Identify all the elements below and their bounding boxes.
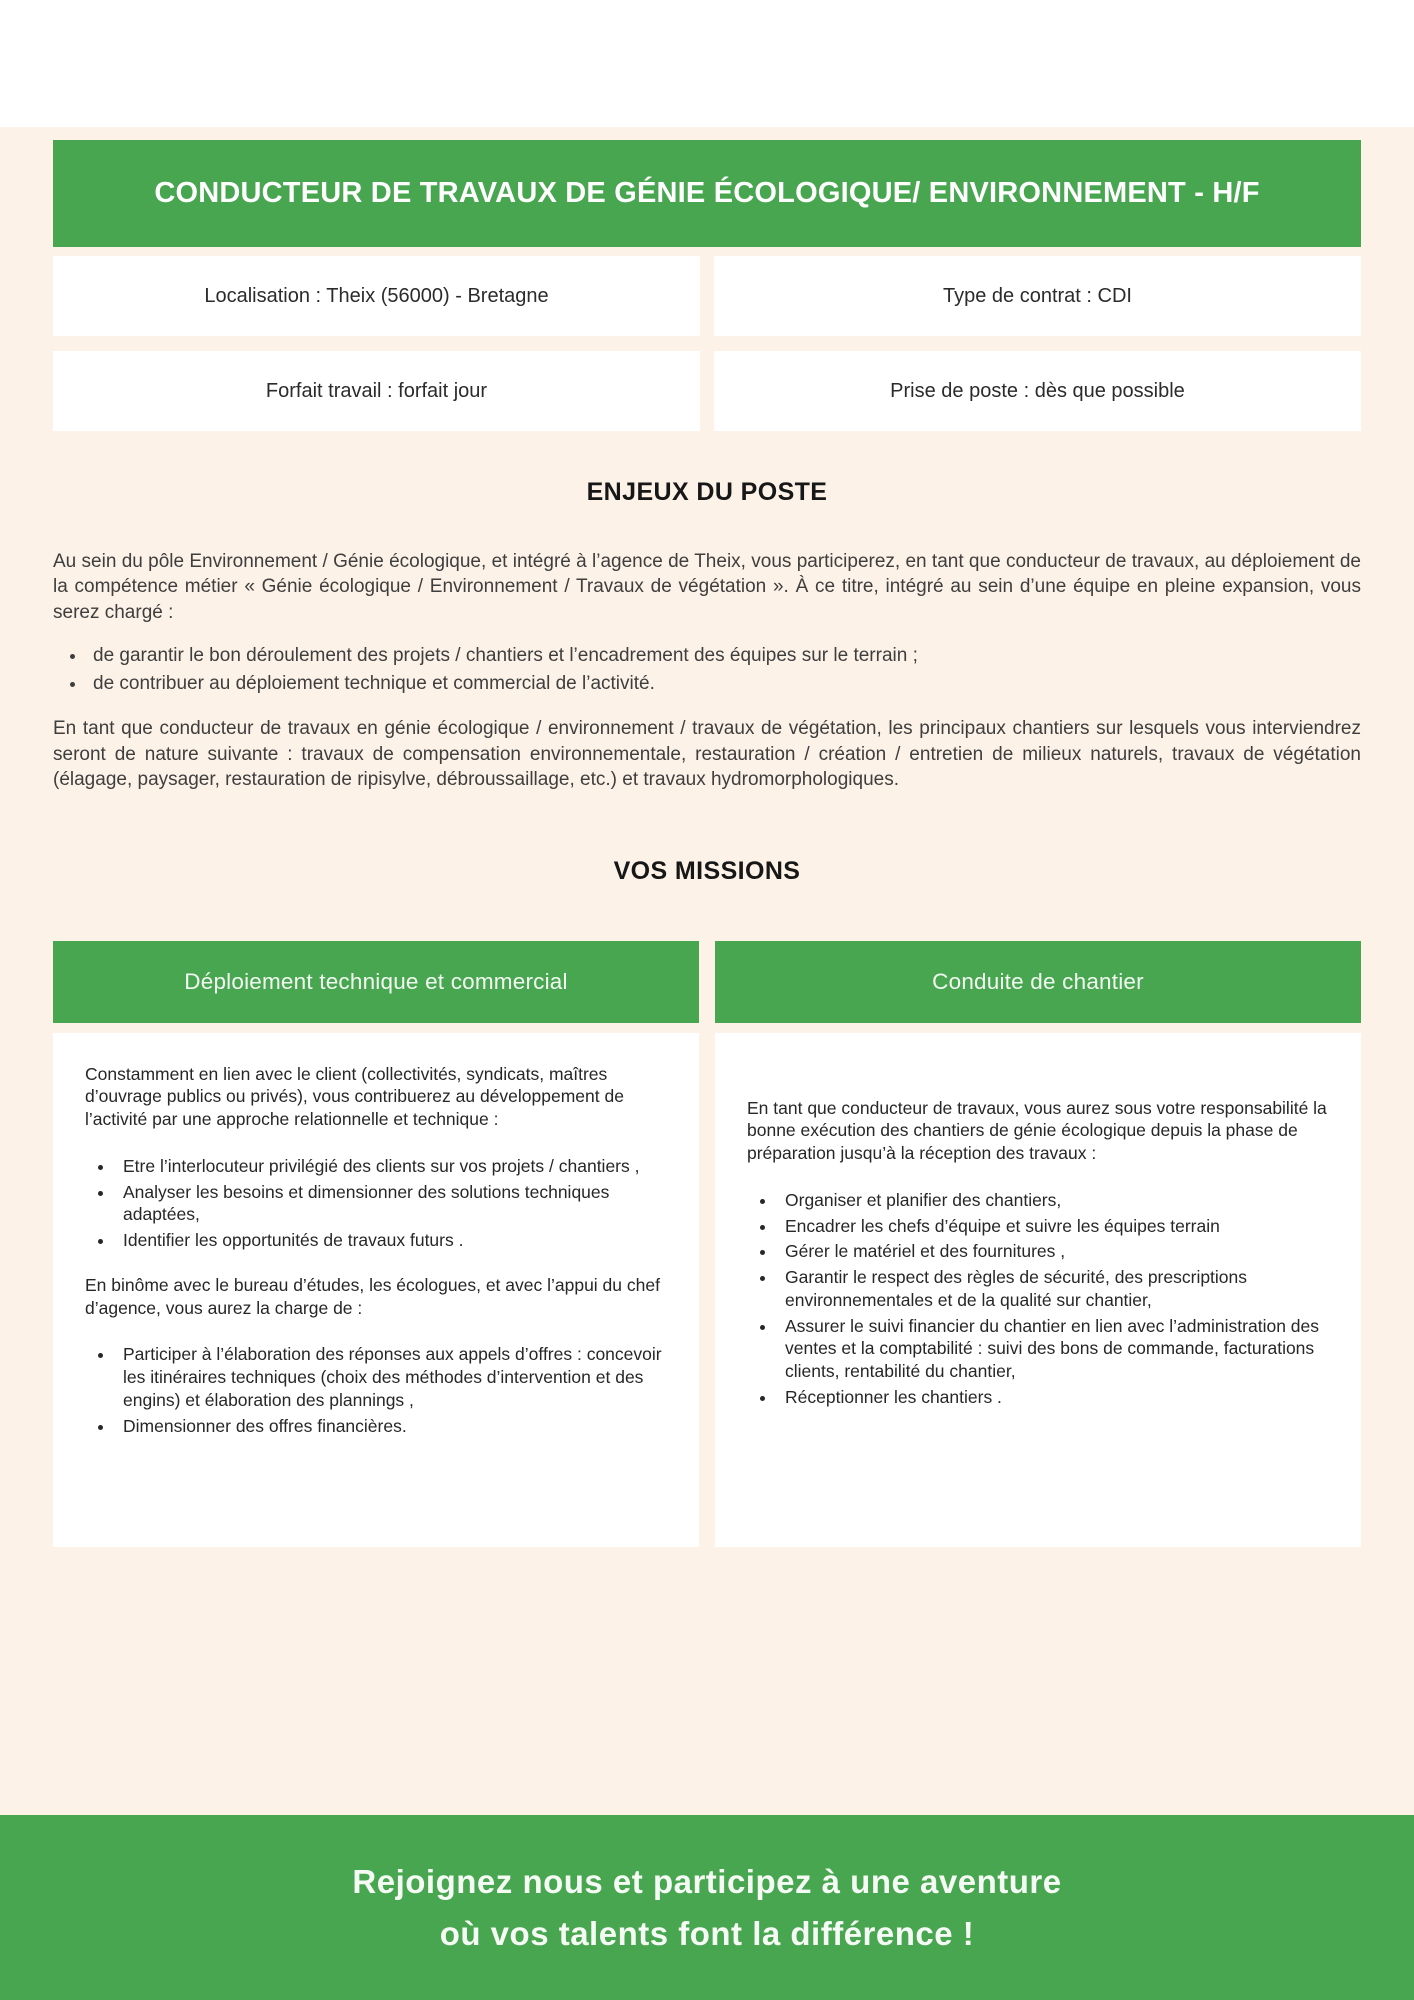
column-header-conduite-label: Conduite de chantier: [932, 968, 1144, 994]
info-box-forfait-travail-label: Forfait travail : forfait jour: [265, 379, 488, 402]
bullet-item: • Analyser les besoins et dimensionner des solutions techniques adaptées,: [115, 1181, 667, 1227]
deploiement-middle-paragraph: En binôme avec le bureau d’études, les écologues, et avec l’appui du chef d’agence, vous aurez la charge de :: [85, 1274, 660, 1318]
info-box-prise-de-poste: [714, 351, 1361, 431]
bullet-item: • Encadrer les chefs d’équipe et suivre les équipes terrain: [777, 1215, 1329, 1238]
bullet-item: • Assurer le suivi financier du chantier en lien avec l’administration des ventes et la comptabilité : suivi des bons de commande, facturations clients, rentabilité du chantier,: [777, 1315, 1329, 1383]
enjeux-bullet-list: [53, 643, 1361, 696]
bullet-item: • Garantir le respect des règles de sécurité, des prescriptions environnementales et de la qualité sur chantier,: [777, 1266, 1329, 1312]
bullet-item: • Etre l’interlocuteur privilégié des clients sur vos projets / chantiers ,: [115, 1155, 667, 1178]
info-box-type-contrat-label: Type de contrat : CDI: [943, 284, 1132, 307]
top-margin: [0, 0, 1414, 127]
enjeux-paragraph-1: Au sein du pôle Environnement / Génie écologique, et intégré à l’agence de Theix, vous participerez, en tant que conducteur de travaux, au déploiement de la compétence métier « Génie écologique / Environnement / Travaux de végétation ». À ce titre, intégré au sein d’une équipe en pleine expansion, vous serez chargé :: [53, 551, 1361, 623]
page-title: CONDUCTEUR DE TRAVAUX DE GÉNIE ÉCOLOGIQUE/ ENVIRONNEMENT - H/F: [154, 177, 1260, 209]
column-card-deploiement: [53, 1033, 699, 1547]
column-conduite: [715, 941, 1361, 1547]
column-header-conduite: [715, 941, 1361, 1023]
info-grid: [53, 256, 1361, 431]
bullet-item: • Identifier les opportunités de travaux futurs .: [115, 1229, 667, 1252]
conduite-bullet-list: [747, 1189, 1329, 1409]
column-deploiement: [53, 941, 699, 1547]
info-box-forfait-travail: [53, 351, 700, 431]
bullet-item: • Organiser et planifier des chantiers,: [777, 1189, 1329, 1212]
section-heading-enjeux: ENJEUX DU POSTE: [586, 478, 828, 506]
info-box-type-contrat: [714, 256, 1361, 336]
bullet-item: • de garantir le bon déroulement des projets / chantiers et l’encadrement des équipes sur le terrain ;: [87, 643, 1361, 668]
info-box-localisation: [53, 256, 700, 336]
bullet-item: • Gérer le matériel et des fournitures ,: [777, 1240, 1329, 1263]
bullet-item: • de contribuer au déploiement technique et commercial de l’activité.: [87, 671, 1361, 696]
deploiement-bullet-list-1: [85, 1155, 667, 1252]
conduite-intro: En tant que conducteur de travaux, vous aurez sous votre responsabilité la bonne exécution des chantiers de génie écologique depuis la phase de préparation jusqu’à la réception des travaux :: [747, 1097, 1327, 1164]
missions-columns: [53, 941, 1361, 1547]
enjeux-paragraph-2: En tant que conducteur de travaux en génie écologique / environnement / travaux de végétation, les principaux chantiers sur lesquels vous interviendrez seront de nature suivante : travaux de compensation environnementale, restauration / création / entretien de milieux naturels, travaux de végétation (élagage, paysager, restauration de ripisylve, débroussaillage, etc.) et travaux hydromorphologiques.: [53, 718, 1361, 791]
job-title-banner: [53, 140, 1361, 247]
footer-banner: [0, 1815, 1414, 2000]
deploiement-bullet-list-2: [85, 1343, 667, 1437]
footer-line-1: Rejoignez nous et participez à une aventure: [352, 1863, 1062, 1901]
bullet-item: • Dimensionner des offres financières.: [115, 1415, 667, 1438]
deploiement-intro: Constamment en lien avec le client (collectivités, syndicats, maîtres d’ouvrage publics ou privés), vous contribuerez au développement de l’activité par une approche relationnelle et technique :: [85, 1063, 624, 1130]
section-heading-missions: VOS MISSIONS: [613, 856, 801, 885]
footer-line-2: où vos talents font la différence !: [439, 1914, 975, 1952]
column-header-deploiement: [53, 941, 699, 1023]
page-content: [0, 127, 1414, 1815]
bullet-item: • Réceptionner les chantiers .: [777, 1386, 1329, 1409]
column-header-deploiement-label: Déploiement technique et commercial: [184, 968, 568, 994]
info-box-prise-de-poste-label: Prise de poste : dès que possible: [890, 379, 1185, 402]
bullet-item: • Participer à l’élaboration des réponses aux appels d’offres : concevoir les itinéraires techniques (choix des méthodes d’intervention et des engins) et élaboration des plannings ,: [115, 1343, 667, 1411]
column-card-conduite: [715, 1033, 1361, 1547]
info-box-localisation-label: Localisation : Theix (56000) - Bretagne: [204, 284, 549, 307]
